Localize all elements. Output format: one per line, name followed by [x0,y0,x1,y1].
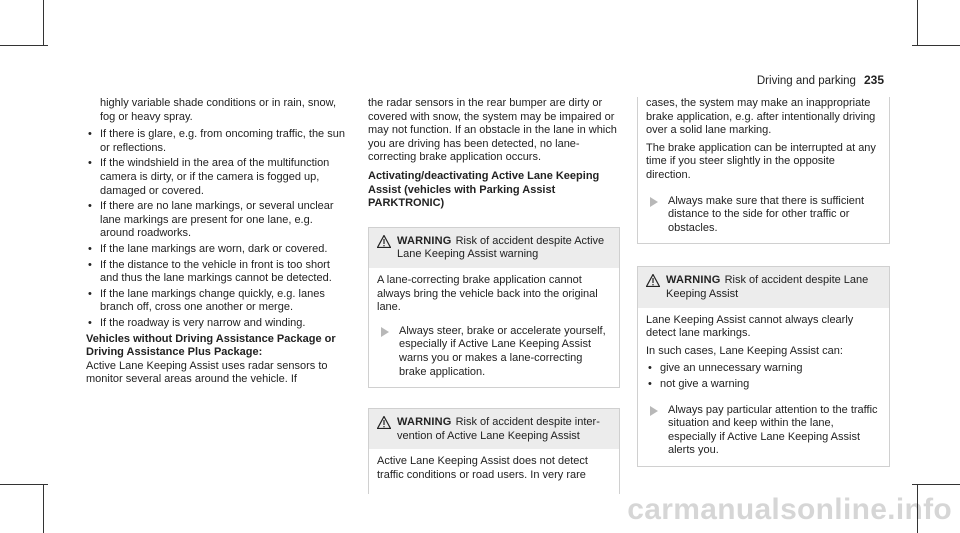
column-1 [86,97,348,391]
warning-box [368,227,620,388]
list-item: • If the windshield in the area of the multifunction camera is dirty, or if the camera is fogged up, damaged or covered. [86,157,348,198]
warning-body [638,308,889,466]
warning-header [369,228,619,268]
paragraph: A lane-correcting brake application cannot always bring the vehicle back into the original lane. [377,273,598,314]
warning-body [369,268,619,387]
list-item: • If the lane markings are worn, dark or covered. [86,243,348,257]
crop-mark [912,45,960,46]
warning-header [369,409,619,449]
watermark: carmanualsonline.info [627,493,952,526]
list-item: • If there are no lane markings, or several unclear lane markings are present for one lane, e.g. around roadworks. [86,200,348,241]
paragraph: In such cases, Lane Keeping Assist can: [646,344,843,357]
crop-mark [912,484,960,485]
warning-box [637,266,890,467]
crop-mark [0,484,48,485]
warning-body [369,449,619,494]
warning-continuation [637,97,890,244]
warning-box [368,408,620,494]
action-text: Always make sure that there is sufficient distance to the side for other traffic or obstacles. [668,194,865,234]
page-number: 235 [863,73,884,87]
warning-triangle-icon [377,416,391,429]
action-item [377,325,611,379]
column-2 [368,97,620,494]
paragraph: the radar sensors in the rear bumper are dirty or covered with snow, the system may be impaired or may not function. If an obstacle in the lane in which you are driving has been detected, no lane-correcting brake application occurs. [368,97,617,164]
paragraph: Active Lane Keeping Assist uses radar sensors to monitor several areas around the vehicle. If [86,359,328,386]
running-header [757,73,884,87]
paragraph: Lane Keeping Assist cannot always clearly detect lane markings. [646,313,854,340]
paragraph: cases, the system may make an inappropriate brake application, e.g. after intentionally driving over a solid lane marking. [646,97,876,137]
warning-triangle-icon [377,235,391,248]
list-item: • If there is glare, e.g. from oncoming traffic, the sun or reflections. [86,128,348,155]
warning-label: WARNING [666,274,721,287]
warning-title: Risk of accident despite intervention of Active Lane Keeping Assist [397,416,600,442]
list-item: • give an unnecessary warning [646,362,881,376]
warning-label: WARNING [397,234,452,247]
warning-title: Risk of accident despite Lane Keeping Assist [666,274,869,300]
arrow-right-icon [650,406,658,416]
list-item: • If the distance to the vehicle in front is too short and thus the lane markings cannot be detected. [86,259,348,286]
warning-title: Risk of accident despite Active Lane Keeping Assist warning [397,234,605,261]
list-item: • not give a warning [646,378,881,392]
column-3 [637,97,890,467]
section-title: Driving and parking [756,75,856,87]
paragraph: Active Lane Keeping Assist does not detect traffic conditions or road users. In very rare [377,455,588,481]
warning-triangle-icon [646,274,660,287]
warning-label: WARNING [397,416,452,429]
crop-mark [43,0,44,46]
crop-mark [43,484,44,533]
paragraph-lead: highly variable shade conditions or in rain, snow, fog or heavy spray. [100,97,337,123]
consequence-list [646,362,881,391]
section-heading: Vehicles without Driving Assistance Package or Driving Assistance Plus Package: [86,332,336,359]
action-item [646,195,881,236]
section-heading: Activating/deactivating Active Lane Keeping Assist (vehicles with Parking Assist PARKTRONIC) [368,169,600,210]
arrow-right-icon [650,197,658,207]
condition-list [86,128,348,330]
action-item [646,404,881,458]
action-text: Always pay particular attention to the traffic situation and keep within the lane, especially if Active Lane Keeping Assist alerts you. [668,403,878,457]
list-item: • If the lane markings change quickly, e.g. lanes branch off, cross one another or merge. [86,288,348,315]
crop-mark [0,45,48,46]
crop-mark [917,0,918,46]
list-item: • If the roadway is very narrow and winding. [86,317,348,331]
warning-header [638,267,889,307]
paragraph: The brake application can be interrupted at any time if you steer slightly in the opposite direction. [646,141,876,181]
action-text: Always steer, brake or accelerate yourself, especially if Active Lane Keeping Assist warns you or makes a lane-correcting brake application. [399,324,606,378]
arrow-right-icon [381,327,389,337]
